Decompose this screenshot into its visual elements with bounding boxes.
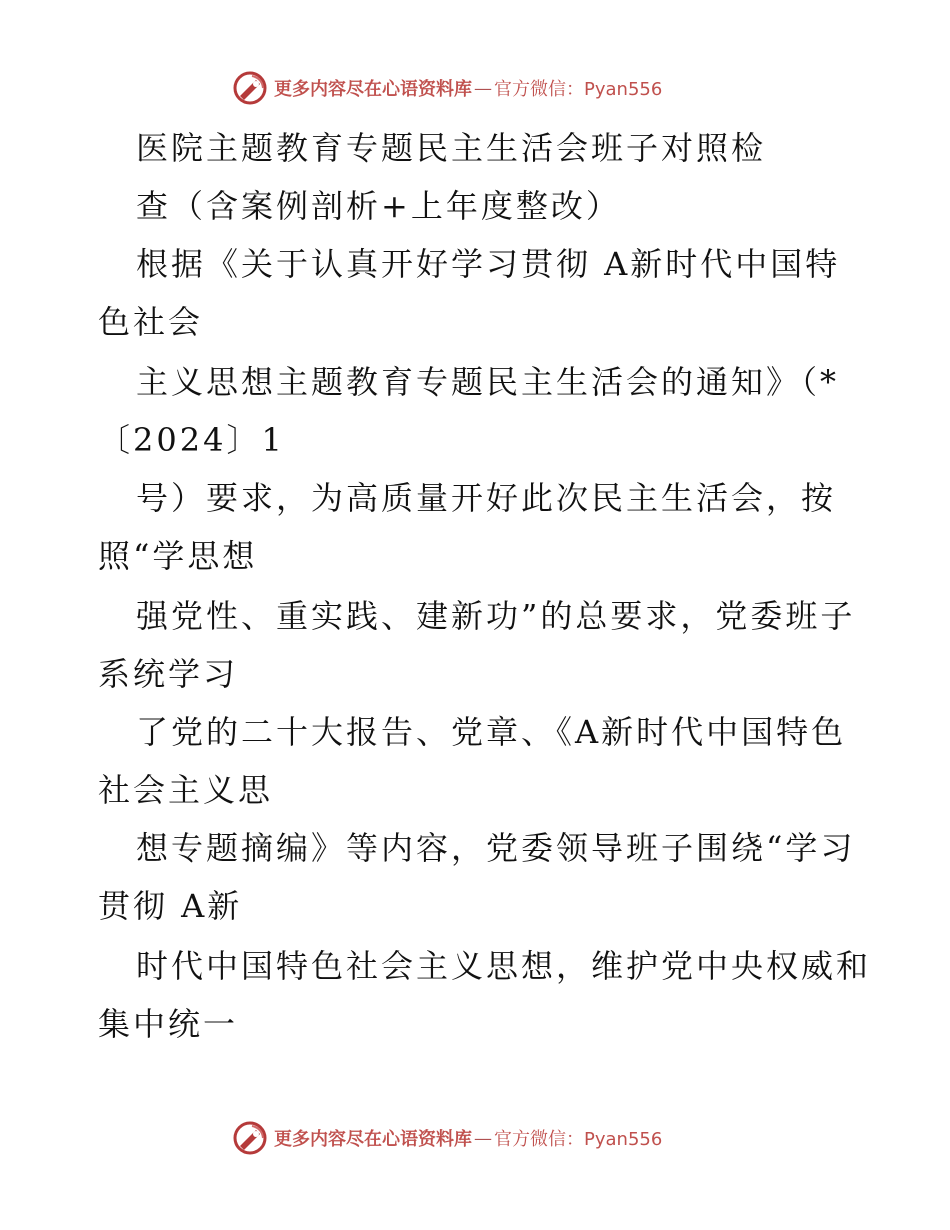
paragraph-line: 了党的二十大报告、党章、《A新时代中国特色 (136, 713, 847, 751)
banner-wechat-text: 官方微信：Pyan556 (494, 1129, 663, 1150)
banner-content (232, 1118, 662, 1158)
paragraph-line: 想专题摘编》等内容，党委领导班子围绕“学习 (136, 829, 856, 867)
title-line-2: 查（含案例剖析+上年度整改） (136, 187, 621, 225)
paragraph-line: 主义思想主题教育专题民主生活会的通知》（* (136, 363, 840, 401)
footer-banner (0, 1118, 950, 1158)
paragraph-line: 〔2024〕1 (98, 421, 285, 459)
banner-main-text: 更多内容尽在心语资料库 (274, 79, 472, 100)
paragraph-line: 集中统一 (98, 1005, 239, 1043)
banner-wechat-text: 官方微信：Pyan556 (494, 79, 663, 100)
paragraph-line: 照“学思想 (98, 537, 258, 575)
paragraph-line: 根据《关于认真开好学习贯彻 A新时代中国特 (136, 245, 841, 283)
paragraph-line: 社会主义思 (98, 771, 274, 809)
paragraph-line: 贯彻 A新 (98, 887, 243, 925)
banner-dash: — (474, 77, 492, 99)
pen-nib-logo-icon (232, 1120, 268, 1156)
banner-dash: — (474, 1127, 492, 1149)
paragraph-line: 强党性、重实践、建新功”的总要求，党委班子 (136, 597, 856, 635)
title-line-1: 医院主题教育专题民主生活会班子对照检 (136, 129, 767, 167)
banner-main-text: 更多内容尽在心语资料库 (274, 1129, 472, 1150)
paragraph-line: 色社会 (98, 303, 204, 341)
paragraph-line: 系统学习 (98, 655, 239, 693)
pen-nib-logo-icon (232, 70, 268, 106)
header-banner (0, 68, 950, 108)
paragraph-line: 时代中国特色社会主义思想，维护党中央权威和 (136, 947, 872, 985)
paragraph-line: 号）要求，为高质量开好此次民主生活会，按 (136, 479, 837, 517)
banner-content (232, 68, 662, 108)
